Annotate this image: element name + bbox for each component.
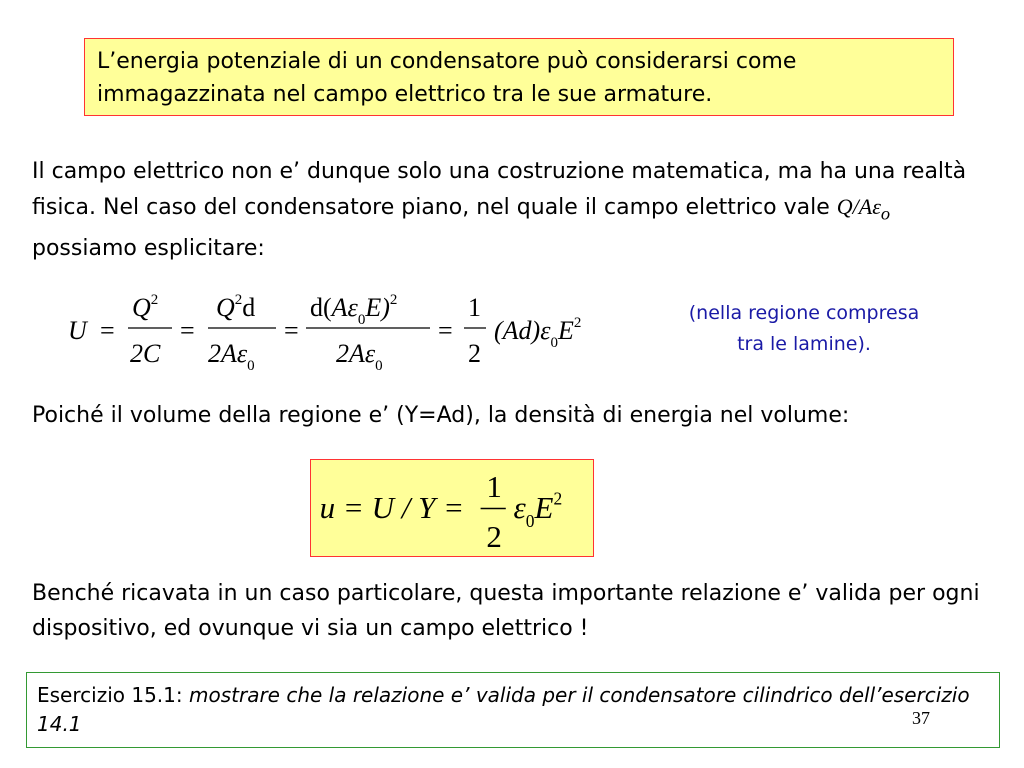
inline-formula xyxy=(836,194,891,224)
energy-density-formula xyxy=(311,460,592,555)
inline-formula-main: Q/Aε xyxy=(836,194,881,219)
density-lhs: u = U / Y = xyxy=(319,490,465,526)
density-frac-den: 2 xyxy=(486,519,502,555)
paragraph-densita xyxy=(32,398,992,433)
page-number: 37 xyxy=(912,708,930,728)
eq1-equals-4: = xyxy=(438,316,453,345)
region-note-line1: (nella regione compresa xyxy=(688,302,920,324)
intro-text: L’energia potenziale di un condensatore può considerarsi come immagazzinata nel campo elettrico tra le sue armature. xyxy=(97,49,797,107)
paragraph-conclusione xyxy=(32,576,992,646)
paragraph2-text: Poiché il volume della regione e’ (Y=Ad), la densità di energia nel volume: xyxy=(32,403,850,428)
paragraph1-tail: possiamo esplicitare: xyxy=(32,236,265,262)
density-frac-num: 1 xyxy=(486,468,502,504)
eq1-t4-num: 1 xyxy=(468,293,481,322)
paragraph3-text: Benché ricavata in un caso particolare, questa importante relazione e’ valida per ogni dispositivo, ed ovunque vi sia un campo elettrico ! xyxy=(32,581,980,641)
eq1-equals-3: = xyxy=(284,316,299,345)
eq1-equals-2: = xyxy=(180,316,195,345)
eq1-t4-den: 2 xyxy=(468,339,481,368)
exercise-label: Esercizio 15.1: xyxy=(37,683,189,707)
region-note-line2: tra le lamine). xyxy=(737,333,871,355)
intro-box xyxy=(84,38,954,116)
density-rhs: $\varepsilon_0E^2$ xyxy=(513,488,563,531)
paragraph-campo-elettrico xyxy=(32,154,992,266)
region-note xyxy=(656,298,952,360)
inline-formula-sub: o xyxy=(880,203,891,224)
eq1-t1-den: 2C xyxy=(130,339,161,368)
energy-equation xyxy=(58,282,638,382)
eq1-t1-num: $Q^2$ xyxy=(132,292,159,322)
eq1-t2-den: $2A\varepsilon_0$ xyxy=(208,339,255,374)
eq1-t3-num: $d(A\varepsilon_0E)^2$ xyxy=(310,292,398,328)
eq1-lhs: U xyxy=(68,316,87,345)
exercise-box xyxy=(26,672,1000,748)
eq1-t3-den: $2A\varepsilon_0$ xyxy=(336,339,383,374)
paragraph1-text: Il campo elettrico non e’ dunque solo una costruzione matematica, ma ha una realtà fisica. Nel caso del condensatore piano, nel quale il campo elettrico vale xyxy=(32,159,967,220)
eq1-equals-1: = xyxy=(100,316,115,345)
eq1-t2-num: $Q^2d$ xyxy=(216,292,256,322)
energy-density-box xyxy=(310,459,594,557)
eq1-t4-rest: $(Ad)\varepsilon_0E^2$ xyxy=(494,315,582,351)
exercise-text: mostrare che la relazione e’ valida per il condensatore cilindrico dell’esercizio 14.1 xyxy=(37,683,970,736)
